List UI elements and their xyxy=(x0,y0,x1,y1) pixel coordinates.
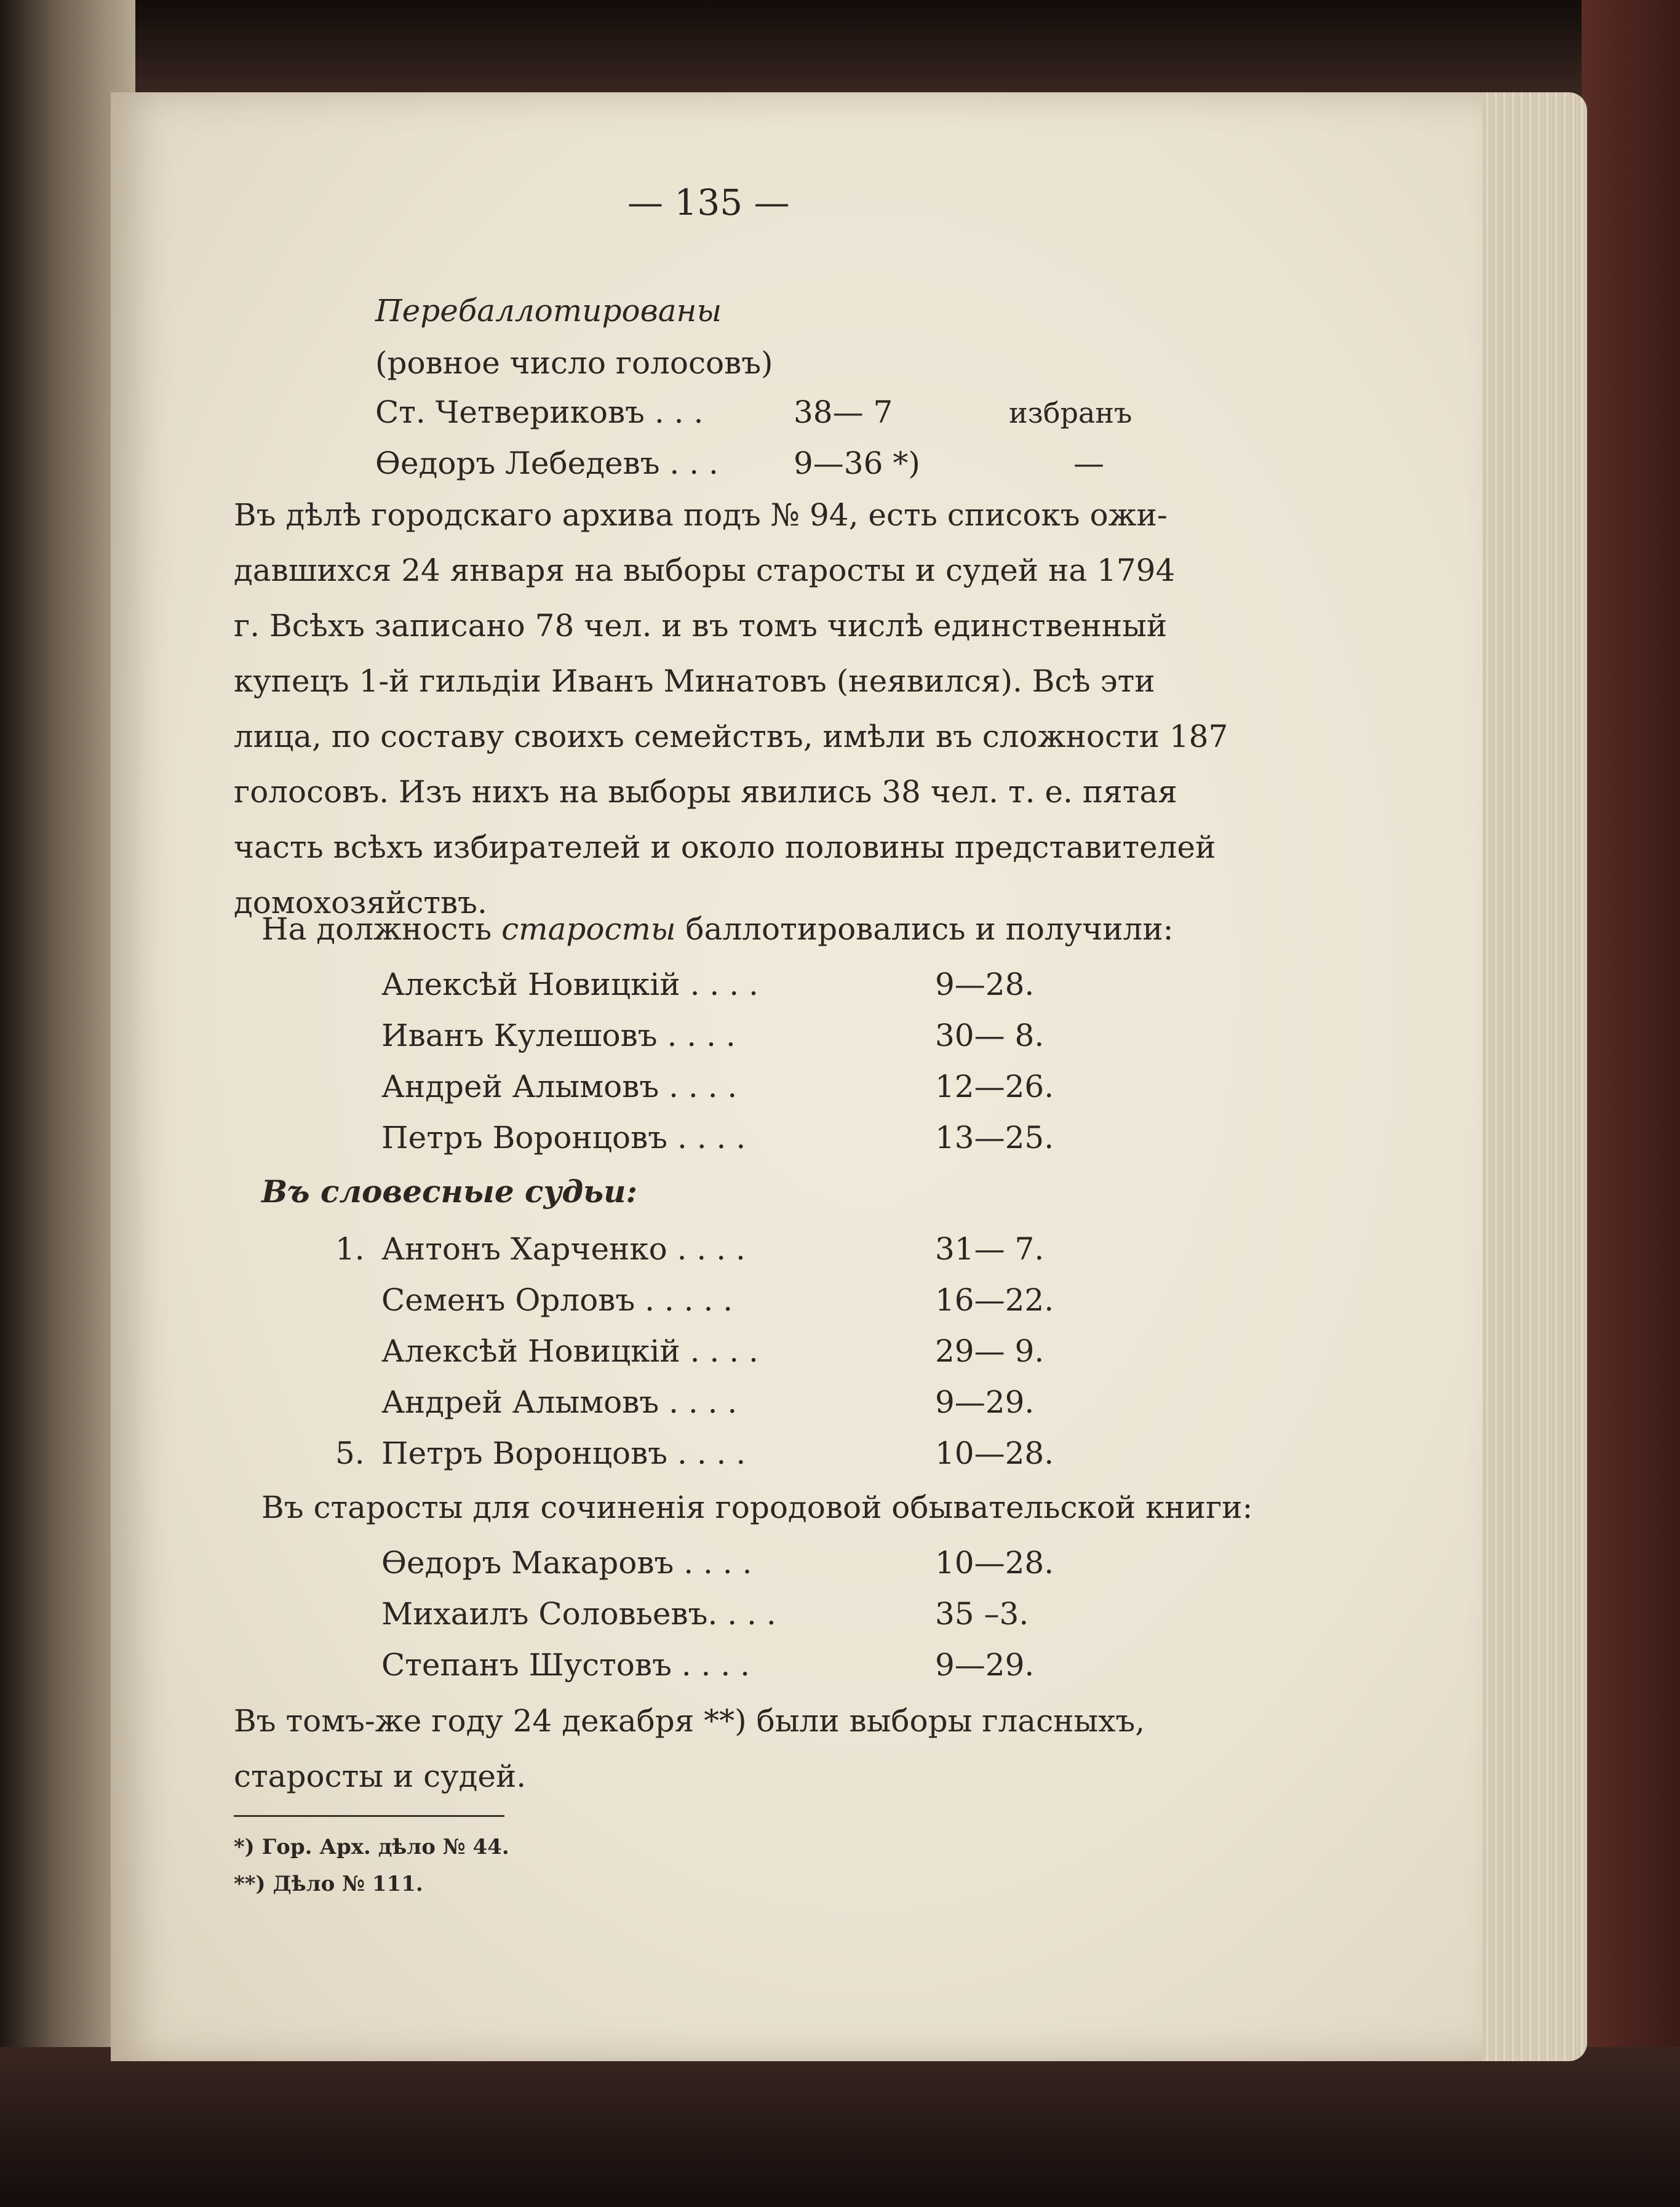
candidate-name: Михаилъ Соловьевъ. . . . xyxy=(381,1596,776,1632)
paragraph-line: г. Всѣхъ записано 78 чел. и въ томъ числѣ единственный xyxy=(234,608,1168,644)
footnote-rule xyxy=(234,1815,504,1817)
candidate-name: Антонъ Харченко . . . . xyxy=(381,1231,746,1267)
section-subtitle: (ровное число голосовъ) xyxy=(375,345,773,381)
candidate-name: Алексѣй Новицкій . . . . xyxy=(381,967,758,1002)
candidate-votes: 35 –3. xyxy=(935,1596,1029,1632)
main-paragraph xyxy=(234,487,1230,930)
candidate-name: Степанъ Шустовъ . . . . xyxy=(381,1647,750,1683)
section-title: Перебаллотированы xyxy=(375,293,722,329)
candidate-votes: 31— 7. xyxy=(935,1231,1045,1267)
candidate-votes: 10—28. xyxy=(935,1545,1054,1581)
candidate-name: Иванъ Кулешовъ . . . . xyxy=(381,1018,736,1053)
candidate-votes: 29— 9. xyxy=(935,1333,1045,1369)
rebalance-row-name: Ст. Четвериковъ . . . xyxy=(375,394,704,430)
starosta-heading-pre: На должность xyxy=(261,911,502,947)
paragraph-line: домохозяйствъ. xyxy=(234,885,487,920)
rebalance-row-result: избранъ xyxy=(1009,396,1133,429)
rebalance-row-name: Өедоръ Лебедевъ . . . xyxy=(375,445,719,481)
scan-background-bottom xyxy=(0,2047,1680,2207)
closing-line: старосты и судей. xyxy=(234,1758,527,1794)
judge-number: 5. xyxy=(335,1435,365,1471)
paragraph-line: Въ дѣлѣ городскаго архива подъ № 94, есть списокъ ожи- xyxy=(234,497,1168,533)
candidate-name: Өедоръ Макаровъ . . . . xyxy=(381,1545,752,1581)
scan-background-top xyxy=(0,0,1680,98)
candidate-name: Андрей Алымовъ . . . . xyxy=(381,1069,738,1104)
closing-paragraph xyxy=(234,1693,1230,1804)
rebalance-row-votes: 9—36 *) xyxy=(794,445,920,481)
book-cover-edge xyxy=(1582,0,1680,2207)
rebalance-row-result: — xyxy=(1073,445,1104,481)
starosta-heading-emphasis: старосты xyxy=(501,911,676,947)
closing-line: Въ томъ-же году 24 декабря **) были выборы гласныхъ, xyxy=(234,1703,1145,1739)
rebalance-row-votes: 38— 7 xyxy=(794,394,893,430)
candidate-name: Петръ Воронцовъ . . . . xyxy=(381,1435,746,1471)
candidate-votes: 10—28. xyxy=(935,1435,1054,1471)
candidate-votes: 13—25. xyxy=(935,1120,1054,1155)
candidate-name: Семенъ Орловъ . . . . . xyxy=(381,1282,733,1318)
starosta-heading xyxy=(261,911,1174,947)
paragraph-line: купецъ 1-й гильдіи Иванъ Минатовъ (неявился). Всѣ эти xyxy=(234,663,1155,699)
paragraph-line: голосовъ. Изъ нихъ на выборы явились 38 чел. т. е. пятая xyxy=(234,774,1177,810)
candidate-votes: 16—22. xyxy=(935,1282,1054,1318)
candidate-name: Андрей Алымовъ . . . . xyxy=(381,1384,738,1420)
judge-number: 1. xyxy=(335,1231,365,1267)
page-stack-edges xyxy=(1464,92,1587,2061)
book-heading: Въ старосты для сочиненія городовой обывательской книги: xyxy=(261,1490,1253,1525)
candidate-votes: 9—28. xyxy=(935,967,1035,1002)
starosta-heading-post: баллотировались и получили: xyxy=(675,911,1174,947)
paragraph-line: давшихся 24 января на выборы старосты и судей на 1794 xyxy=(234,553,1176,588)
paragraph-line: лица, по составу своихъ семействъ, имѣли въ сложности 187 xyxy=(234,719,1228,754)
judges-heading: Въ словесные судьи: xyxy=(261,1173,637,1210)
candidate-name: Алексѣй Новицкій . . . . xyxy=(381,1333,758,1369)
paragraph-line: часть всѣхъ избирателей и около половины представителей xyxy=(234,829,1216,865)
page-number: — 135 — xyxy=(627,182,790,223)
footnote: *) Гор. Арх. дѣло № 44. xyxy=(234,1835,509,1859)
candidate-votes: 12—26. xyxy=(935,1069,1054,1104)
candidate-name: Петръ Воронцовъ . . . . xyxy=(381,1120,746,1155)
candidate-votes: 9—29. xyxy=(935,1384,1035,1420)
candidate-votes: 9—29. xyxy=(935,1647,1035,1683)
footnote: **) Дѣло № 111. xyxy=(234,1872,423,1896)
candidate-votes: 30— 8. xyxy=(935,1018,1045,1053)
